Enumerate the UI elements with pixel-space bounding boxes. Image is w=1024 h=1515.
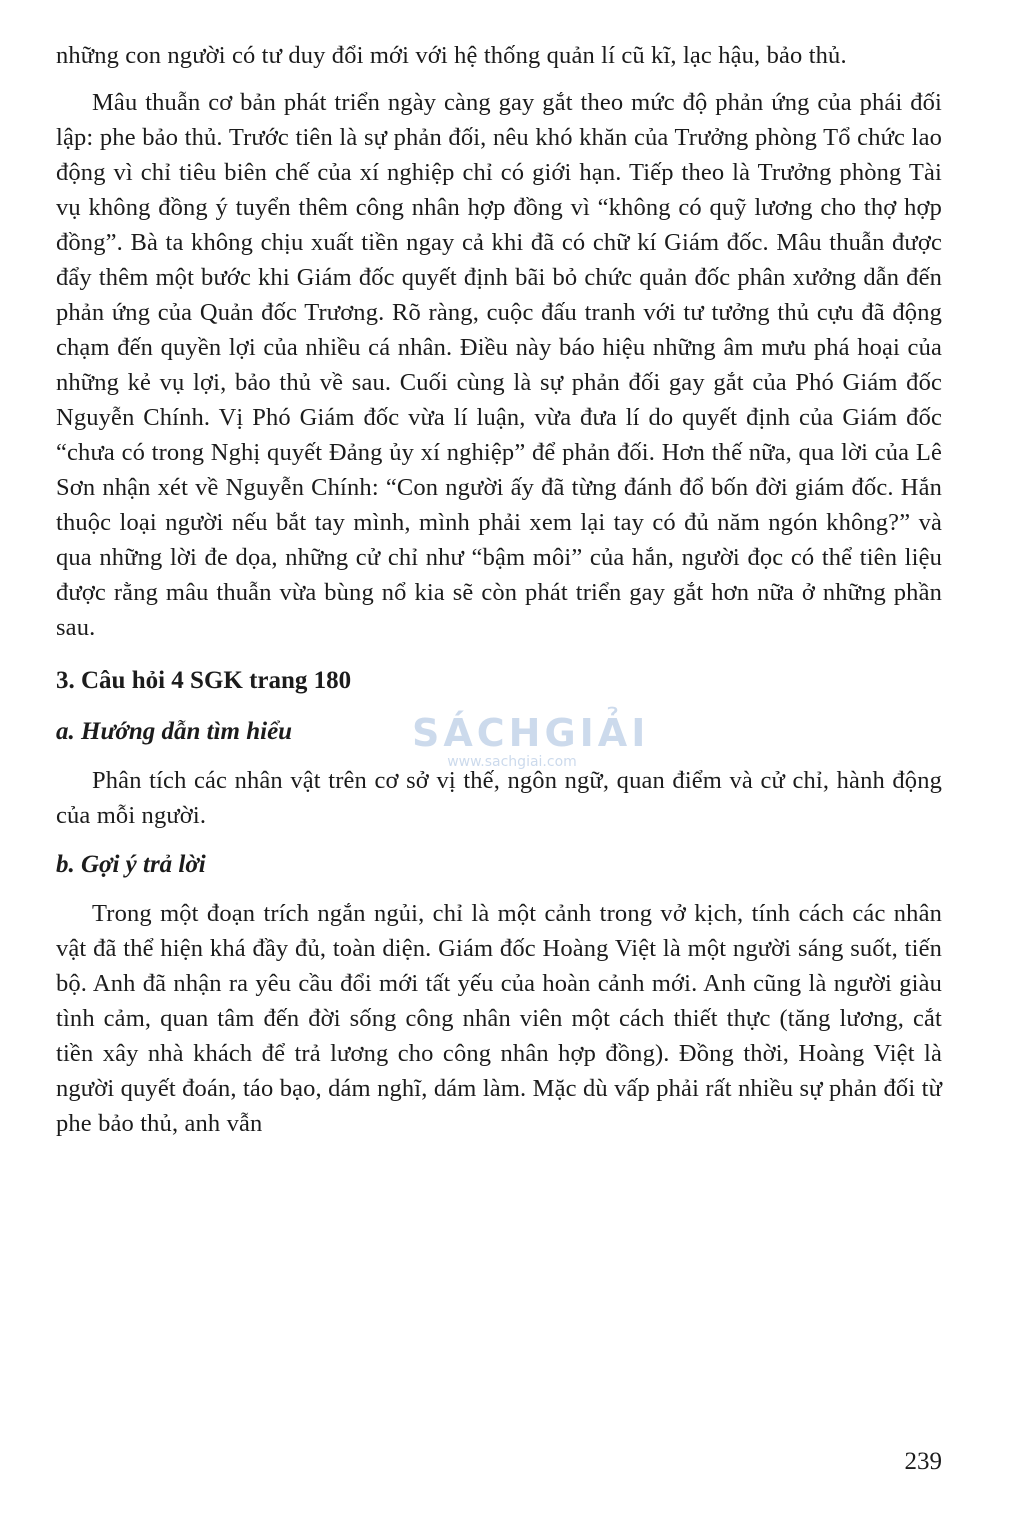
subsection-a-title: a. Hướng dẫn tìm hiểu [56,718,293,745]
watermark-logo: SÁCHGIẢI [412,711,650,755]
paragraph-conflict-analysis: Mâu thuẫn cơ bản phát triển ngày càng gay gắt theo mức độ phản ứng của phái đối lập: phe bảo thủ. Trước tiên là sự phản đối, nêu khó khăn của Trưởng phòng Tổ chức lao động vì chỉ tiêu biên chế của xí nghiệp chỉ có giới hạn. Tiếp theo là Trưởng phòng Tài vụ không đồng ý tuyển thêm công nhân hợp đồng vì “không có quỹ lương cho thợ hợp đồng”. Bà ta không chịu xuất tiền ngay cả khi đã có chữ kí Giám đốc. Mâu thuẫn được đẩy thêm một bước khi Giám đốc quyết định bãi bỏ chức quản đốc phân xưởng dẫn đến phản ứng của Quản đốc Trương. Rõ ràng, cuộc đấu tranh với tư tưởng thủ cựu đã động chạm đến quyền lợi của nhiều cá nhân. Điều này báo hiệu những âm mưu phá hoại của những kẻ vụ lợi, bảo thủ về sau. Cuối cùng là sự phản đối gay gắt của Phó Giám đốc Nguyễn Chính. Vị Phó Giám đốc vừa lí luận, vừa đưa lí do quyết định của Giám đốc “chưa có trong Nghị quyết Đảng ủy xí nghiệp” để phản đối. Hơn thế nữa, qua lời của Lê Sơn nhận xét về Nguyễn Chính: “Con người ấy đã từng đánh đổ bốn đời giám đốc. Hắn thuộc loại người nếu bắt tay mình, mình phải xem lại tay có đủ năm ngón không?” và qua những lời đe dọa, những cử chỉ như “bậm môi” của hắn, người đọc có thể tiên liệu được rằng mâu thuẫn vừa bùng nổ kia sẽ còn phát triển gay gắt hơn nữa ở những phần sau. [56,89,942,641]
page-body [56,38,942,1141]
section-heading: 3. Câu hỏi 4 SGK trang 180 [56,667,352,694]
watermark-url: www.sachgiai.com [447,754,577,770]
page-number: 239 [904,1448,942,1475]
subsection-a-text: Phân tích các nhân vật trên cơ sở vị thế, ngôn ngữ, quan điểm và cử chỉ, hành động của mỗi người. [56,767,942,829]
subsection-b-text: Trong một đoạn trích ngắn ngủi, chỉ là một cảnh trong vở kịch, tính cách các nhân vật đã thể hiện khá đầy đủ, toàn diện. Giám đốc Hoàng Việt là một người sáng suốt, tiến bộ. Anh đã nhận ra yêu cầu đổi mới tất yếu của hoàn cảnh mới. Anh cũng là người giàu tình cảm, quan tâm đến đời sống công nhân viên một cách thiết thực (tăng lương, cắt tiền xây nhà khách để trả lương cho công nhân hợp đồng). Đồng thời, Hoàng Việt là người quyết đoán, táo bạo, dám nghĩ, dám làm. Mặc dù vấp phải rất nhiều sự phản đối từ phe bảo thủ, anh vẫn [56,900,942,1137]
subsection-b-title: b. Gợi ý trả lời [56,851,206,878]
paragraph-continuation: những con người có tư duy đổi mới với hệ thống quản lí cũ kĩ, lạc hậu, bảo thủ. [56,42,847,69]
